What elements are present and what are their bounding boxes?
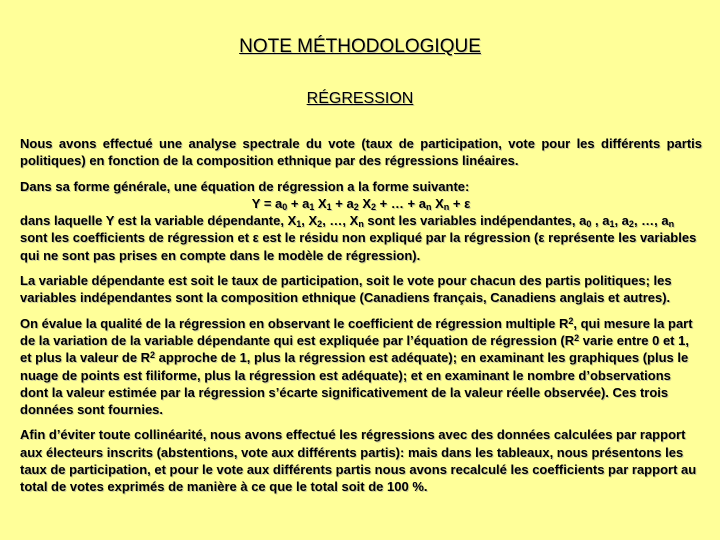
equation-explanation: dans laquelle Y est la variable dépendante, $X_1$, $X_2$, …, $X_n$ sont les variables indépendantes, $a_0$ , $a_1$, $a_2$, …, $a_n$ sont les coefficients de régression et ε est le résidu non expliqué par la régression (ε représente les variables qui ne sont pas prises en compte dans le modèle de régression). [20, 213, 697, 263]
regression-equation: $Y = a_0 + a_1$ $X_1 + a_2$ $X_2$ + … + $a_n$ $X_n + \varepsilon$ [251, 195, 471, 212]
paragraph-collinearity: Afin d’éviter toute collinéarité, nous avons effectué les régressions avec des données calculées par rapport aux électeurs inscrits (abstentions, vote aux différents partis): mais dans les tableaux, nous présentons les taux de participation, et pour le vote aux différents partis nous avons recalculé les coefficients par rapport au total de votes exprimés de manière à ce que le total soit de 100 %. [20, 427, 697, 495]
body-text [20, 135, 702, 504]
paragraph-quality: On évalue la qualité de la régression en observant le coefficient de régression multiple $R^2$, qui mesure la part de la variation de la variable dépendante qui est expliquée par l’équation de régression ($R^2$ varie entre 0 et 1, et plus la valeur de $R^2$ approche de 1, plus la régression est adéquate); en examinant les graphiques (plus le nuage de points est filiforme, plus la régression est adéquate); et en examinant le nombre d’observations dont la valeur estimée par la régression s’écarte significativement de la valeur réelle observée). Ces trois données sont fournies. [20, 315, 693, 418]
page-title: NOTE MÉTHODOLOGIQUE [239, 36, 481, 57]
paragraph-variables: La variable dépendante est soit le taux de participation, soit le vote pour chacun des partis politiques; les variables indépendantes sont la composition ethnique (Canadiens français, Canadiens anglais et autres). [20, 273, 672, 306]
equation-intro: Dans sa forme générale, une équation de régression a la forme suivante: [20, 178, 470, 194]
paragraph-intro: Nous avons effectué une analyse spectrale du vote (taux de participation, vote pour les différents partis politiques) en fonction de la composition ethnique par des régressions linéaires. [20, 136, 702, 169]
paragraph-equation [20, 178, 702, 264]
section-subtitle: RÉGRESSION [306, 90, 414, 107]
